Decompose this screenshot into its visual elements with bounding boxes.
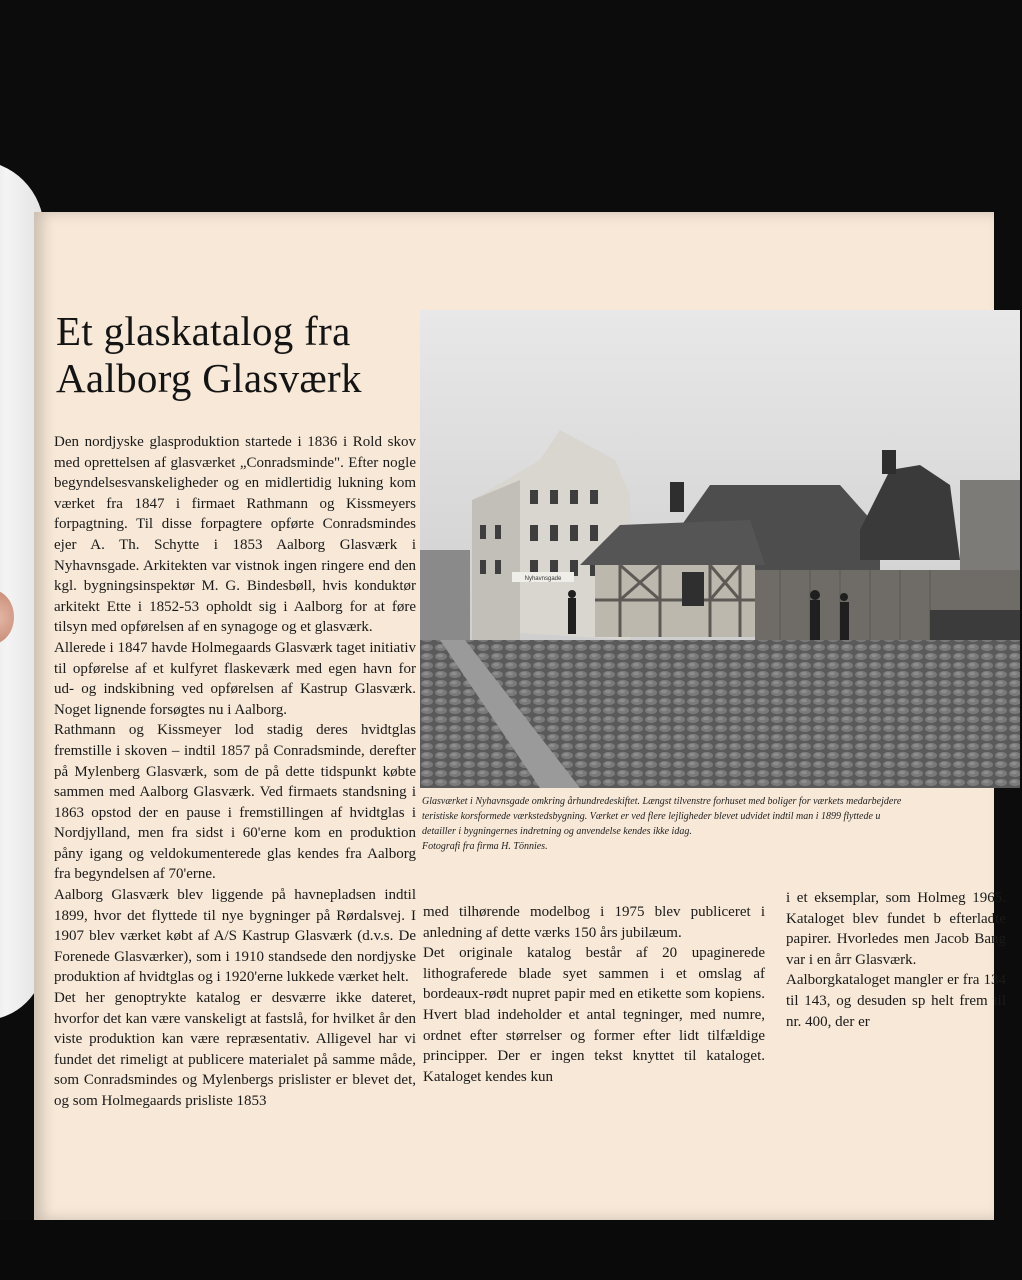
paragraph: Det her genoptrykte katalog er desværre ikke dateret, hvorfor det kan være vanskeligt at fastslå, for hvilket år den viste produktion kan være repræsentativ. Alligevel har vi fundet det rimeligt at publicere materialet på samme måde, som Conradsmindes og Mylenbergs prislister er blevet det, og som Holmegaards prisliste 1853: [54, 990, 416, 1109]
photo-illustration: [420, 310, 1020, 788]
paragraph: Det originale katalog består af 20 upaginerede lithograferede blade syet sammen i et omslag af bordeaux-rødt nupret papir med en etikette som kopiens. Hvert blad indeholder et antal tegninger, med numre, ordnet efter størrelser og former efter lidt tilfældige principper. Der er ingen tekst knyttet til kataloget. Kataloget kendes kun: [423, 945, 765, 1085]
paragraph: Aalborg Glasværk blev liggende på havnepladsen indtil 1899, hvor det flyttede til nye bygninger på Rørdalsvej. I 1907 blev værket købt af A/S Kastrup Glasværk (d.v.s. De Forenede Glasværker), som i 1910 standsede den nordjyske produktion af hvidtglas og i 1920'erne lukkede værket helt.: [54, 887, 416, 986]
chimney: [670, 482, 684, 512]
paragraph: Den nordjyske glasproduktion startede i 1836 i Rold skov med oprettelsen af glasværket „Conradsminde". Efter nogle begyndelsesvanskeligheder og en midlertidig lukning kom værket fra 1847 i firmaet Rathmann og Kissmeyers forpagtning. Til disse forpagtere opførte Conradsmindes ejer A. Th. Schytte i 1853 Aalborg Glasværk i Nyhavnsgade. Arkitekten var vistnok ingen ringere end den kgl. bygningsinspektør M. G. Bindesbøll, hvis konduktør arkitekt Ette i 1852-53 opholdt sig i Aalborg for at føre tilsyn med opførelsen af en synagoge og et glasværk.: [54, 434, 416, 636]
timber-house-window: [682, 572, 704, 606]
paragraph: med tilhørende modelbog i 1975 blev publiceret i anledning af dette værks 150 års jubilæum.: [423, 904, 765, 941]
caption-line: teristiske korsformede værkstedsbygning. Værket er ved flere lejligheder blevet udvidet indtil man i 1899 flyttede u: [422, 811, 881, 822]
text-column-3: [786, 888, 1006, 1032]
text-column-1: [54, 432, 416, 1112]
caption-line: Glasværket i Nyhavnsgade omkring århundredeskiftet. Længst tilvenstre forhuset med boliger for værkets medarbejdere: [422, 796, 902, 807]
table-surface: [0, 1220, 960, 1280]
page-title: [56, 308, 362, 402]
photo-caption: [422, 794, 1022, 854]
book-page: [34, 212, 1006, 1220]
paragraph: Rathmann og Kissmeyer lod stadig deres hvidtglas fremstille i skoven – indtil 1857 på Conradsminde, derefter på Mylenberg Glasværk, som de på dette tidspunkt købte sammen med Aalborg Glasværk. Ved firmaets standsning i 1863 opstod der en pause i fremstillingen af hvidtglas i Nordjylland, men fra sidst i 60'erne kom en produktion påny igang og veldokumenterede glas kendes fra Aalborg fra begyndelsen af 70'erne.: [54, 722, 416, 883]
title-line-1: Et glaskatalog fra: [56, 308, 351, 354]
shop-sign-text: Nyhavnsgade: [524, 576, 562, 582]
text-column-2: [423, 902, 765, 1087]
paragraph: i et eksemplar, som Holmeg 1965. Kataloget blev fundet b efterladte papirer. Hvorledes men Jacob Bang var i en årr Glasværk.: [786, 890, 1006, 968]
caption-line: detailler i bygningernes indretning og anvendelse kendes ikke idag.: [422, 826, 692, 837]
title-line-2: Aalborg Glasværk: [56, 355, 362, 401]
paragraph: Aalborgkataloget mangler er fra 134 til 143, og desuden sp helt frem til nr. 400, der er: [786, 972, 1006, 1030]
chimney: [882, 450, 896, 474]
paragraph: Allerede i 1847 havde Holmegaards Glasværk taget initiativ til opførelse af et kulfyret flaskeværk med egen havn for ud- og indskibning ved opførelsen af Kastrup Glasværk. Noget lignende forsøgtes nu i Aalborg.: [54, 639, 416, 718]
caption-credit: Fotografi fra firma H. Tönnies.: [422, 841, 548, 852]
historical-photo: [420, 310, 1020, 788]
distant-houses: [420, 550, 470, 640]
